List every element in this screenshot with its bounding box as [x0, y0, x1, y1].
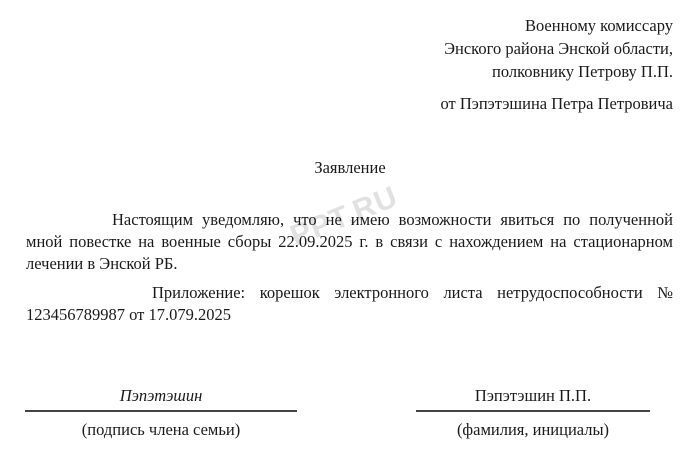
name-initials-value: Пэпэтэшин П.П. [474, 386, 592, 405]
signature-line [25, 410, 297, 412]
body-paragraph-statement: Настоящим уведомляю, что не имею возможности явиться по полученной мной повестке на военные сборы 22.09.2025 г. в связи с нахождением на стационарном лечении в Энской РБ. [26, 210, 673, 273]
addressee-line-1: Военному комиссару [524, 16, 673, 35]
body-paragraph-attachment: Приложение: корешок электронного листа нетрудоспособности № 123456789987 от 17.079.2025 [26, 283, 673, 324]
document-title: Заявление [314, 158, 386, 177]
addressee-line-3: полковнику Петрову П.П. [492, 62, 673, 81]
signature-caption: (подпись члена семьи) [81, 420, 241, 439]
signature-value: Пэпэтэшин [119, 386, 203, 405]
name-initials-line [416, 410, 650, 412]
addressee-block [444, 14, 673, 83]
sender-line: от Пэпэтэшина Петра Петровича [440, 94, 673, 113]
addressee-line-2: Энского района Энской области, [444, 39, 673, 58]
name-initials-caption: (фамилия, инициалы) [456, 420, 610, 439]
watermark: PPT.RU [285, 180, 403, 253]
